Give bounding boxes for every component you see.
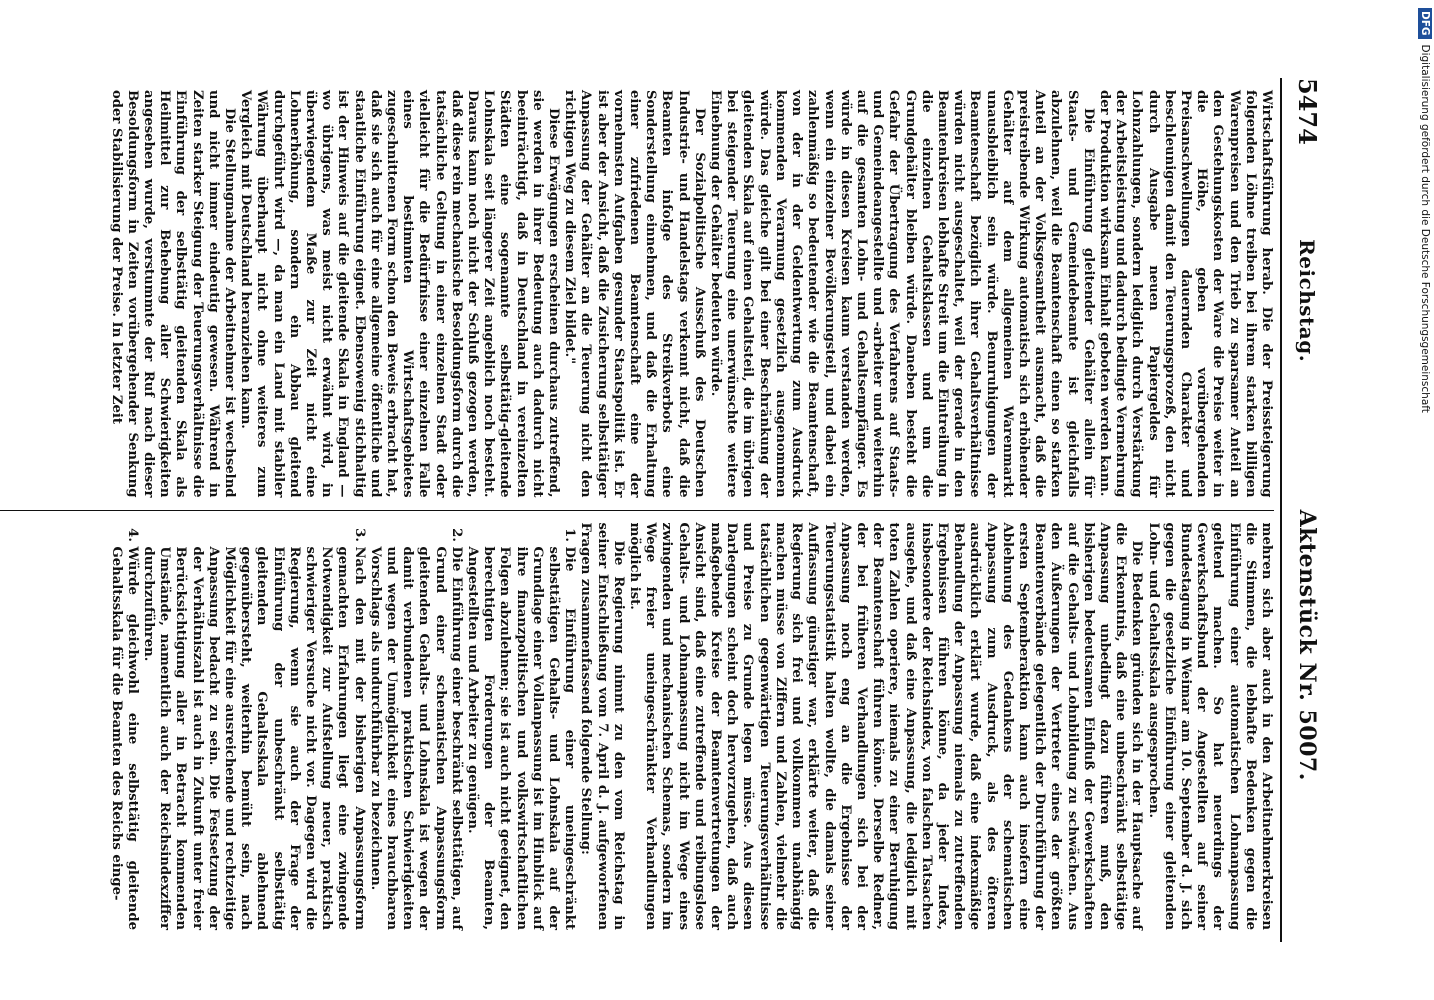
paragraph: Wirtschaftsführung herab. Die der Preissteigerung folgenden Löhne treiben bei ihrem starken billigen Warenpreisen und den Trieb zu sparsamer Anteil an den Gestehungskosten der Ware die Preise weiter in die Höhe, geben vorübergehenden Preisanschwellungen dauernden Charakter und beschleunigen damit den Teuerungsprozeß, den nicht durch Ausgabe neuen Papiergeldes für Lohnzahlungen, sondern lediglich durch Verstärkung der Arbeitsleistung und dadurch bedingte Vermehrung der Produktion wirksam Einhalt geboten werden kann. bbox=[1096, 90, 1274, 498]
paragraph: Die Regierung nimmt zu den vom Reichstag in seiner Entschließung vom 7. April d. J. aufgeworfenen Fragen zusammenfassend folgende Stellung: bbox=[578, 522, 626, 930]
credit-text: Digitalisierung gefördert durch die Deutsche Forschungsgemeinschaft bbox=[1419, 44, 1431, 413]
page-number: 5474 bbox=[1293, 78, 1322, 145]
column-right bbox=[0, 510, 1274, 943]
dfg-logo: DFG bbox=[1418, 8, 1432, 39]
running-head bbox=[1294, 78, 1320, 942]
list-item: 2. Die Einführung einer beschränkt selbsttätigen, auf Grund einer schematischen Anpassungsform gleitenden Gehalts- und Lohnskala ist wegen der damit verbundenen praktischen Schwierigkeiten und wegen der Unmöglichkeit eines brauchbaren Vorschlags als undurchführbar zu bezeichnen. bbox=[367, 547, 464, 931]
paragraph: Die Einführung gleitender Gehälter allein für Staats- und Gemeindebeamte ist gleichfalls abzulehnen, weil die Beamtenschaft einen so starken Anteil an der Volksgesamtheit ausmacht, daß die preistreibende Wirkung automatisch sich erhöhender Gehälter auf dem allgemeinen Warenmarkt unausbleiblich sein würde. Beunruhigungen der Beamtenschaft bezüglich ihrer Gehaltsverhältnisse würden nicht ausgeschaltet, weil der gerade in den Beamtenkreisen lebhafte Streit um die Eintreihung in die einzelnen Gehaltsklassen und um die Grundgehälter bleiben würde. Daneben besteht die Gefahr der Übertragung des Verfahrens auf Staats- und Gemeindeangestellte und -arbeiter und weiterhin auf die gesamten Lohn- und Gehaltsempfänger. Es würde in diesen Kreisen kaum verstanden werden, wenn ein einzelner Bevölkerungsteil, und dabei ein zahlenmäßig so bedeutender wie die Beamtenschaft, von der in der Geldentwertung zum Ausdruck kommenden Verarmung gesetzlich ausgenommen würde. Das gleiche gilt bei einer Beschränkung der gleitenden Skala auf einen Gehaltsteil, die im übrigen bei steigender Teuerung eine unerwünschte weitere Einebnung der Gehälter bedeuten würde. bbox=[708, 90, 1096, 498]
list-item: 3. Nach den mit der bisherigen Anpassungsform gemachten Erfahrungen liegt eine zwingende Notwendigkeit zur Aufstellung neuer, praktisch schwieriger Versuche nicht vor. Dagegen wird die Regierung, wenn sie auch der Frage der Einführung der unbeschränkt selbsttätig gleitenden Gehaltsskala ablehnend gegenübersteht, weiterhin bemüht sein, nach Möglichkeit für eine ausreichende und rechtzeitige Anpassung bedacht zu sein. Die Festsetzung der der Verhältniszahl ist auch in Zukunft unter freier Berücksichtigung aller in Betracht kommenden Umstände, namentlich auch der Reichsindexziffer durchzuführen. bbox=[140, 547, 367, 931]
running-title: Reichstag. bbox=[1295, 239, 1319, 363]
text-columns bbox=[0, 78, 1274, 942]
paragraph: Der Sozialpolitische Ausschuß des Deutschen Industrie- und Handelstags verkennt nicht, daß die Beamten infolge des Streikverbots eine Sonderstellung einnehmen, und daß die Erhaltung einer zufriedenen Beamtenschaft eine der vornehmsten Aufgaben gesunder Staatspolitik ist. Er ist aber der Ansicht, daß die Zusicherung selbsttätiger Anpassung der Gehälter an die Teuerung nicht den richtigen Weg zu diesem Ziel bildet." bbox=[562, 90, 707, 498]
paragraph: mehren sich aber auch in den Arbeitnehmerkreisen die Stimmen, die lebhafte Bedenken gegen die Einführung einer automatischen Lohnanpassung geltend machen. So hat neuerdings der Gewerkschaftsbund der Angestellten auf seiner Bundestagung in Weimar am 10. September d. J. sich gegen die gesetzliche Einführung einer gleitenden Lohn- und Gehaltsskala ausgesprochen. bbox=[1145, 522, 1274, 930]
digitization-credit bbox=[1418, 8, 1432, 992]
numbered-list bbox=[107, 523, 577, 931]
paragraph: Diese Erwägungen erscheinen durchaus zutreffend, sie werden in ihrer Bedeutung auch dadurch nicht beeinträchtigt, daß in Deutschland in vereinzelten Städten eine sogenannte selbsttätig-gleitende Lohnskala seit längerer Zeit angeblich noch besteht. Daraus kann noch nicht der Schluß gezogen werden, daß diese rein mechanische Besoldungsform durch die tatsächliche Geltung in einer einzelnen Stadt oder vielleicht für die Bedürfnisse einer einzelnen Falle eines bestimmten Wirtschaftsgebietes zugeschnittenen Form schon den Beweis erbracht hat, daß sie sich auch für eine allgemeine öffentliche und staatliche Einführung eignet. Ebensowenig stichhaltig ist der Hinweis auf die gleitende Skala in England — wo übrigens, was meist nicht erwähnt wird, in überwiegendem Maße zur Zeit nicht eine Lohnerhöhung, sondern ein Abbau gleitend durchgeführt wird —, da man ein Land mit stabiler Währung überhaupt nicht ohne weiteres zum Vergleich mit Deutschland heranziehen kann. bbox=[238, 90, 562, 498]
list-item: 4. Würde gleichwohl eine selbsttätig gleitende Gehaltsskala für die Beamten des Reichs einge- bbox=[107, 547, 139, 931]
document-label: Aktenstück Nr. 5007. bbox=[1294, 509, 1320, 781]
list-item: 1. Die Einführung einer uneingeschränkt selbsttätigen Gehalts- und Lohnskala auf der Grundlage einer Vollanpassung ist im Hinblick auf ihre finanzpolitischen und volkswirtschaftlichen Folgen abzulehnen; sie ist auch nicht geeignet, den berechtigten Forderungen der Beamten, Angestellten und Arbeiter zu genügen. bbox=[464, 547, 577, 931]
page-header bbox=[1280, 78, 1326, 942]
paragraph: Die Bedenken gründen sich in der Hauptsache auf die Erkenntnis, daß eine unbeschränkt selbsttätige Anpassung unbedingt dazu führen muß, den bisherigen bedeutsamen Einfluß der Gewerkschaften auf die Gehalts- und Lohnbildung zu schwächen. Aus den Äußerungen der Vertreter eines der größten Beamtenverbände gelegentlich der Durchführung der ersten Septemberaktion kann auch insofern eine Ablehnung des Gedankens der schematischen Anpassung zum Ausdruck, als des öfteren ausdrücklich erklärt wurde, daß eine indexmäßige Behandlung der Anpassung niemals zu zutreffenden Ergebnissen führen könne, da jeder Index, insbesondere der Reichsindex, von falschen Tatsachen ausgehe, und daß eine Anpassung, die lediglich mit toten Zahlen operiere, niemals zu einer Beruhigung der Beamtenschaft führen könne. Derselbe Redner, der bei früheren Verhandlungen sich bei der Anpassung noch eng an die Ergebnisse der Teuerungsstatistik halten wollte, die damals seiner Auffassung günstiger war, erklärte weiter, daß die Regierung sich frei und vollkommen unabhängig machen müsse von Ziffern und Zahlen, vielmehr die tatsächlichen gegenwärtigen Teuerungsverhältnisse und Preise zu Grunde legen müsse. Aus diesen Darlegungen scheint doch hervorzugehen, daß auch maßgebende Kreise der Beamtenvertretungen der Ansicht sind, daß eine zutreffende und reibungslose Gehalts- und Lohnanpassung nicht im Wege eines zwingenden und mechanischen Schemas, sondern im Wege freier uneingeschränkter Verhandlungen möglich ist. bbox=[627, 522, 1145, 930]
paragraph: Die Stellungnahme der Arbeitnehmer ist wechselnd und nicht immer eindeutig gewesen. Während in Zeiten starker Steigung der Teuerungsverhältnisse die Einführung der selbsttätig gleitenden Skala als Heilmittel zur Behebung aller Schwierigkeiten angesehen wurde, verstummte der Ruf nach dieser Besoldungsform in Zeiten vorübergehender Senkung oder Stabilisierung der Preise. In letzter Zeit bbox=[108, 90, 237, 498]
column-left bbox=[0, 78, 1274, 510]
